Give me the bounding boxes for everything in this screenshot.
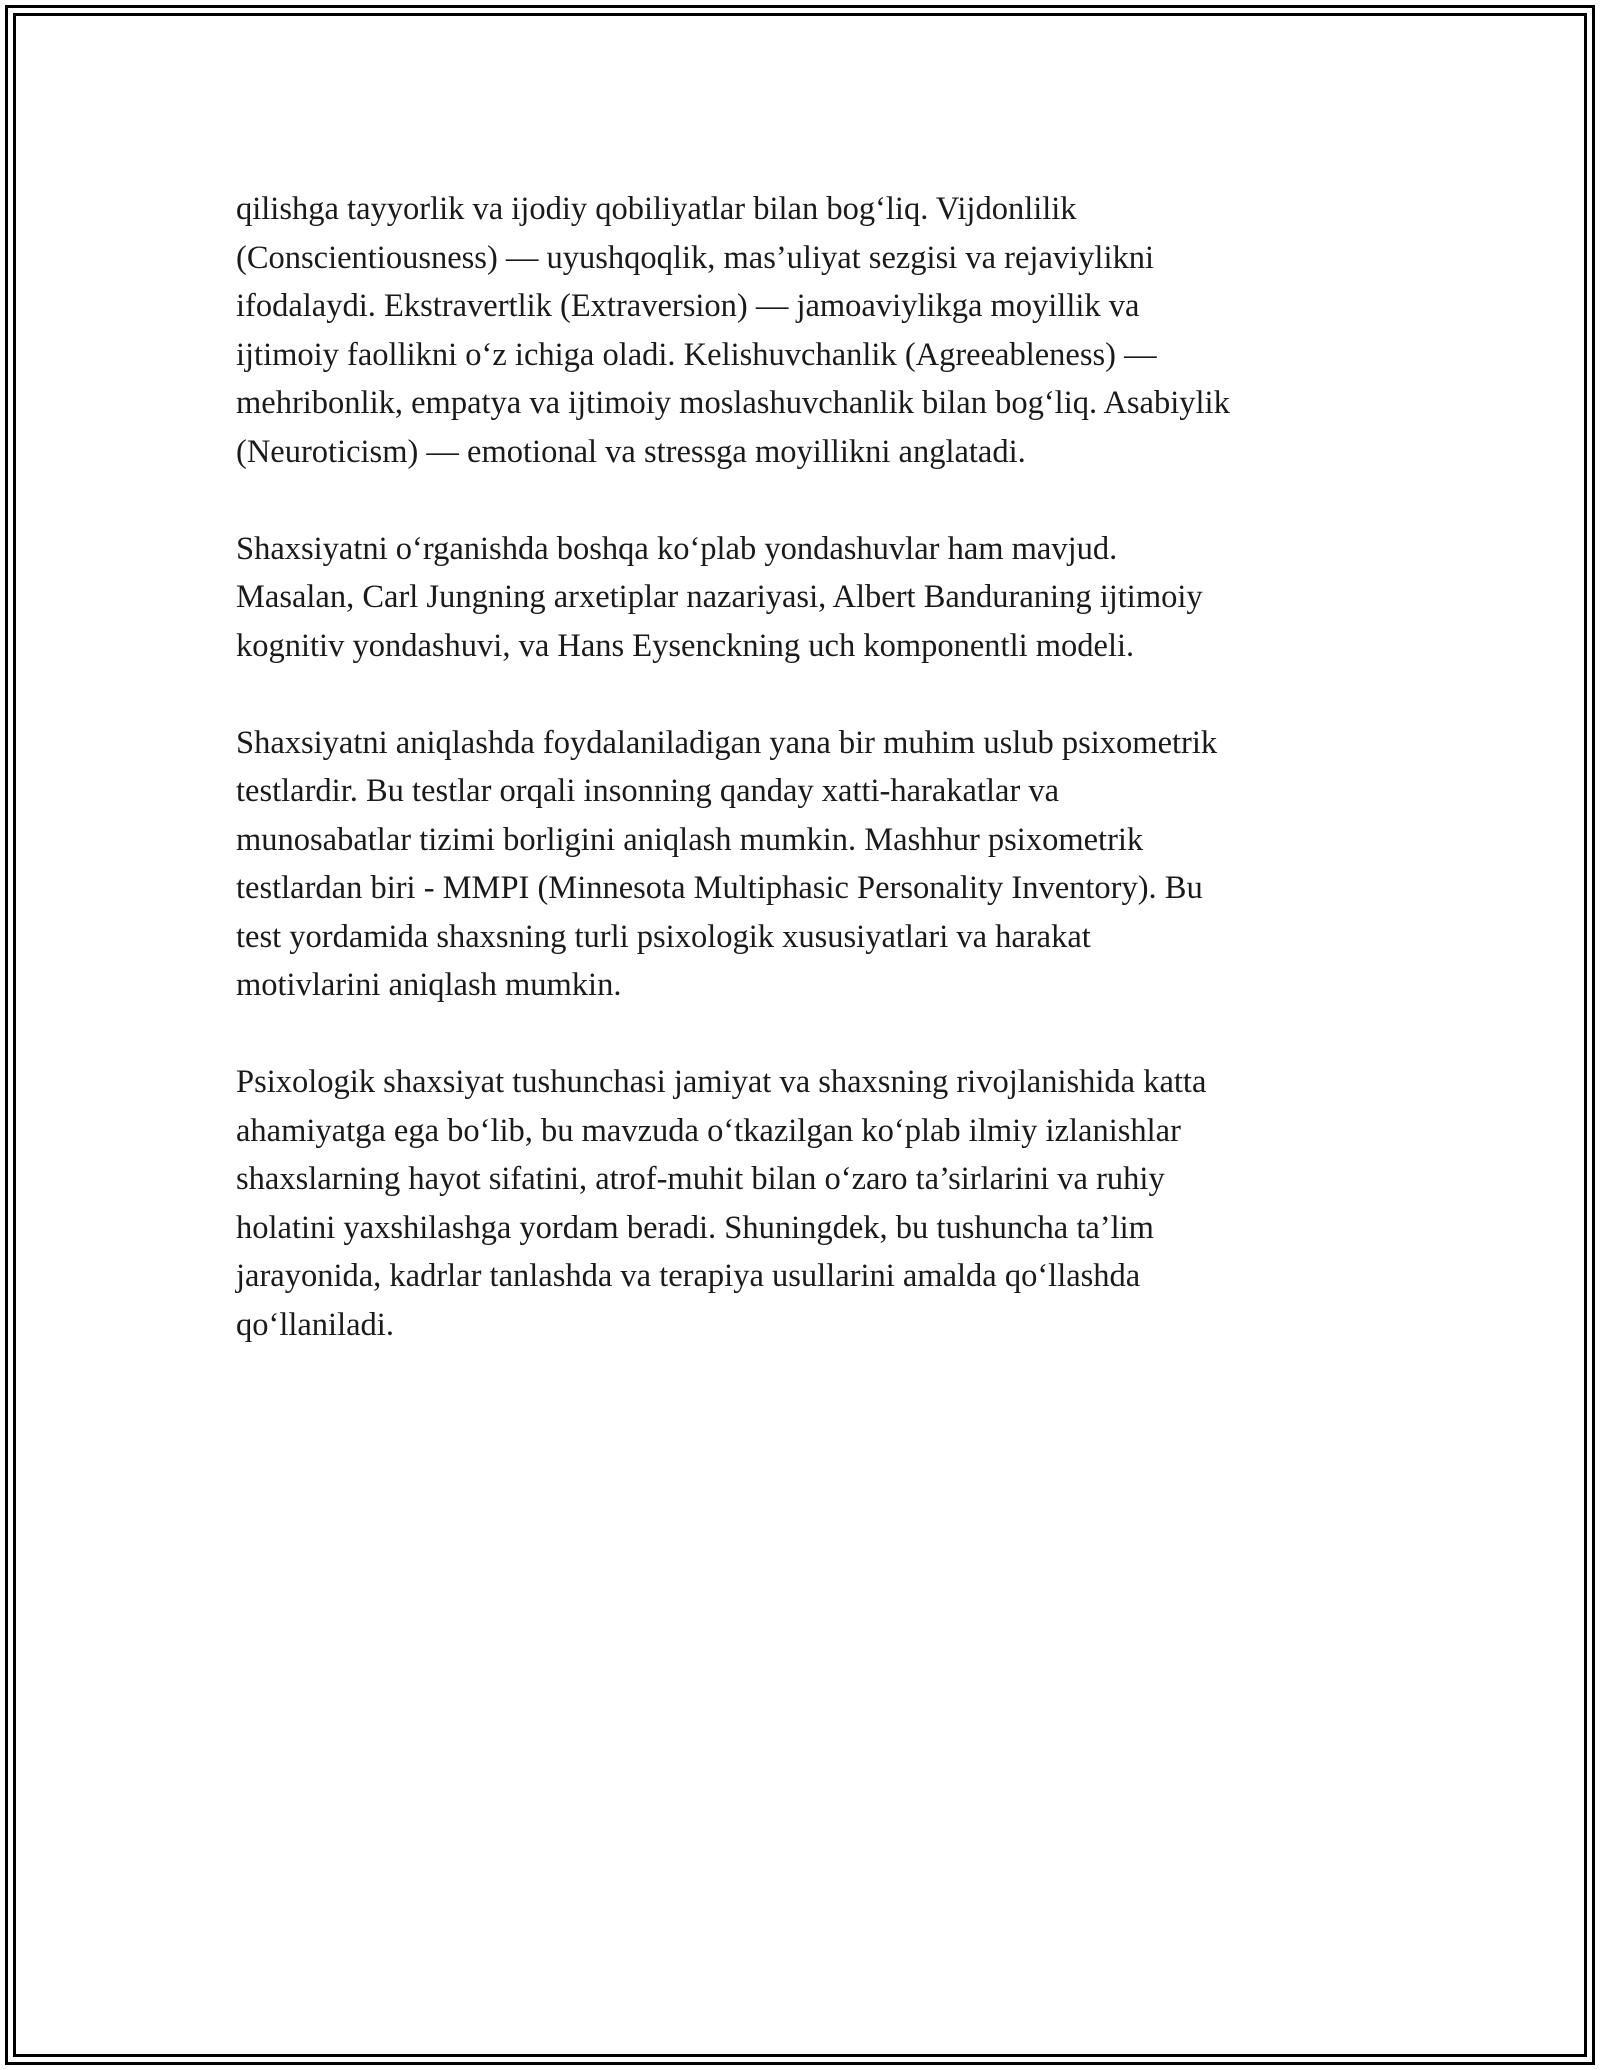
paragraph-other-approaches: Shaxsiyatni o‘rganishda boshqa ko‘plab yondashuvlar ham mavjud. Masalan, Carl Jungning arxetiplar nazariyasi, Albert Banduraning ijtimoiy kognitiv yondashuvi, va Hans Eysenckning uch komponentli modeli. (236, 530, 1203, 664)
paragraph-psychometric-tests: Shaxsiyatni aniqlashda foydalaniladigan yana bir muhim uslub psixometrik testlardir. Bu testlar orqali insonning qanday xatti-harakatlar va munosabatlar tizimi borligini aniqlash mumkin. Mashhur psixometrik testlardan biri - MMPI (Minnesota Multiphasic Personality Inventory). Bu test yordamida shaxsning turli psixologik xususiyatlari va harakat motivlarini aniqlash mumkin. (236, 724, 1218, 1003)
document-body (236, 185, 1366, 1398)
paragraph-big-five-traits: qilishga tayyorlik va ijodiy qobiliyatlar bilan bog‘liq. Vijdonlilik (Conscientiousness) — uyushqoqlik, mas’uliyat sezgisi va rejaviylikni ifodalaydi. Ekstravertlik (Extraversion) — jamoaviylikga moyillik va ijtimoiy faollikni o‘z ichiga oladi. Kelishuvchanlik (Agreeableness) — mehribonlik, empatya va ijtimoiy moslashuvchanlik bilan bog‘liq. Asabiylik (Neuroticism) — emotional va stressga moyillikni anglatadi. (236, 191, 1230, 470)
paragraph-conclusion: Psixologik shaxsiyat tushunchasi jamiyat va shaxsning rivojlanishida katta ahamiyatga ega bo‘lib, bu mavzuda o‘tkazilgan ko‘plab ilmiy izlanishlar shaxslarning hayot sifatini, atrof-muhit bilan o‘zaro ta’sirlarini va ruhiy holatini yaxshilashga yordam beradi. Shuningdek, bu tushuncha ta’lim jarayonida, kadrlar tanlashda va terapiya usullarini amalda qo‘llashda qo‘llaniladi. (236, 1064, 1207, 1343)
